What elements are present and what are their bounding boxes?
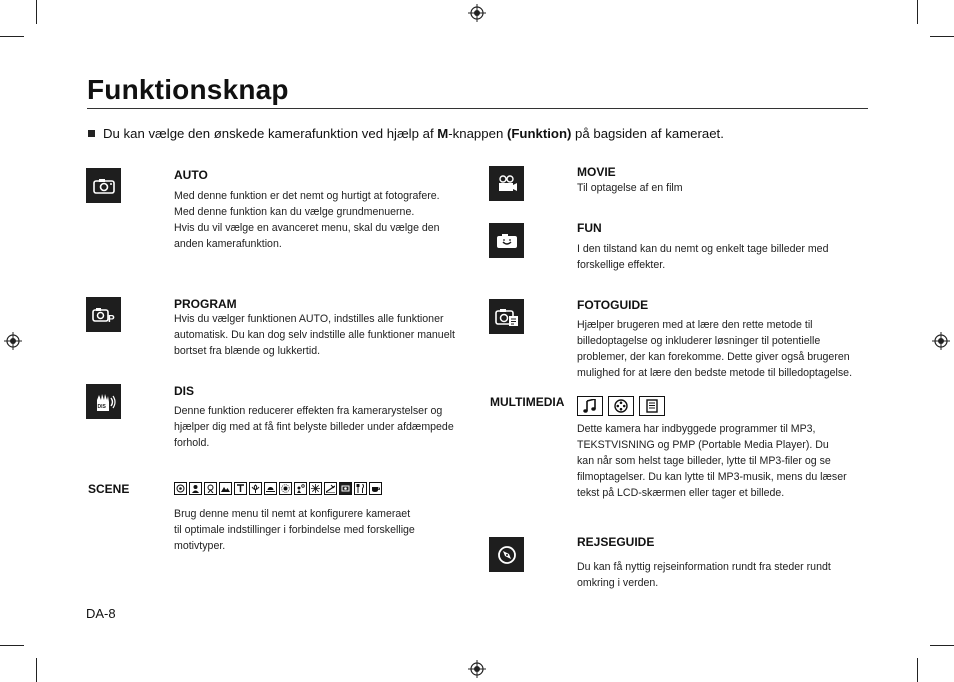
crop-mark <box>930 36 954 37</box>
description-line: bortset fra blænde og lukkertid. <box>174 345 321 357</box>
svg-text:DIS: DIS <box>97 403 106 410</box>
program-title: PROGRAM <box>174 297 237 311</box>
description-line: forhold. <box>174 437 210 449</box>
fun-face-icon <box>489 223 524 258</box>
scene-fireworks-icon <box>309 482 322 495</box>
mp3-music-icon <box>577 396 603 416</box>
registration-mark-icon <box>932 332 950 350</box>
description-line: I den tilstand kan du nemt og enkelt tage billeder med <box>577 243 829 255</box>
intro-part: Du kan vælge den ønskede kamerafunktion ved hjælp af <box>103 126 438 141</box>
scene-label: SCENE <box>88 482 130 496</box>
crop-mark <box>930 645 954 646</box>
description-line: Hjælper brugeren med at lære den rette metode til <box>577 319 813 331</box>
title-divider <box>87 108 868 109</box>
dis-hand-icon <box>86 384 121 419</box>
intro-bold-funktion: (Funktion) <box>506 126 572 141</box>
registration-mark-icon <box>4 332 22 350</box>
scene-self-shot-icon <box>339 482 352 495</box>
camera-p-icon <box>86 297 121 332</box>
crop-mark <box>0 36 24 37</box>
multimedia-icon-row <box>577 396 665 416</box>
multimedia-description <box>577 421 847 501</box>
movie-title: MOVIE <box>577 165 616 179</box>
intro-part: på bagsiden af kameraet. <box>571 126 724 141</box>
description-line: automatisk. Du kan dog selv indstille alle funktioner manuelt <box>174 329 455 341</box>
scene-dawn-icon <box>279 482 292 495</box>
registration-mark-icon <box>468 4 486 22</box>
scene-cafe-icon <box>369 482 382 495</box>
description-line: billedoptagelse og inkluderer løsninger til potentielle <box>577 335 821 347</box>
movie-description <box>577 180 683 196</box>
description-line: Med denne funktion kan du vælge grundmenuerne. <box>174 206 415 218</box>
svg-text:P: P <box>107 313 115 323</box>
scene-description <box>174 506 415 554</box>
scene-beach-snow-icon <box>324 482 337 495</box>
scene-sunset-icon <box>264 482 277 495</box>
compass-icon <box>489 537 524 572</box>
description-line: Brug denne menu til nemt at konfigurere kameraet <box>174 508 411 520</box>
description-line: hjælper dig med at få fint belyste billeder under afdæmpede <box>174 421 454 433</box>
description-line: Du kan få nyttig rejseinformation rundt fra steder rundt <box>577 561 831 573</box>
text-viewer-icon <box>639 396 665 416</box>
bullet-square-icon <box>88 130 95 137</box>
crop-mark <box>917 658 918 682</box>
camera-icon <box>86 168 121 203</box>
scene-text-icon <box>234 482 247 495</box>
fotoguide-title: FOTOGUIDE <box>577 298 649 312</box>
intro-text <box>88 126 724 141</box>
scene-landscape-icon <box>219 482 232 495</box>
crop-mark <box>36 658 37 682</box>
scene-children-icon <box>204 482 217 495</box>
description-line: til optimale indstillinger i forbindelse med forskellige <box>174 524 415 536</box>
scene-portrait-icon <box>189 482 202 495</box>
dis-description <box>174 403 454 451</box>
scene-backlight-icon <box>294 482 307 495</box>
page-number: DA-8 <box>86 606 116 621</box>
description-line: Hvis du vil vælge en avanceret menu, skal du vælge den <box>174 222 440 234</box>
description-line: kan når som helst tage billeder, lytte til MP3-filer og se <box>577 455 831 467</box>
description-line: Til optagelse af en film <box>577 182 683 194</box>
description-line: anden kamerafunktion. <box>174 238 282 250</box>
description-line: tekst på LCD-skærmen eller tager et billede. <box>577 487 785 499</box>
description-line: Dette kamera har indbyggede programmer til MP3, <box>577 423 816 435</box>
multimedia-label: MULTIMEDIA <box>490 395 565 409</box>
rejseguide-description <box>577 559 831 591</box>
crop-mark <box>0 645 24 646</box>
auto-title: AUTO <box>174 168 208 182</box>
dis-title: DIS <box>174 384 195 398</box>
description-line: TEKSTVISNING og PMP (Portable Media Player). Du <box>577 439 829 451</box>
registration-mark-icon <box>468 660 486 678</box>
rejseguide-title: REJSEGUIDE <box>577 535 655 549</box>
description-line: Denne funktion reducerer effekten fra kamerarystelser og <box>174 405 443 417</box>
description-line: problemer, der kan forekomme. Dette giver også brugeren <box>577 351 850 363</box>
description-line: filmoptagelser. Du kan lytte til MP3-musik, mens du læser <box>577 471 847 483</box>
page-title: Funktionsknap <box>87 74 289 105</box>
fun-title: FUN <box>577 221 602 235</box>
description-line: omkring i verden. <box>577 577 659 589</box>
description-line: Hvis du vælger funktionen AUTO, indstilles alle funktioner <box>174 313 444 325</box>
intro-part: -knappen <box>448 126 507 141</box>
auto-description <box>174 188 440 252</box>
intro-bold-m: M <box>437 126 449 141</box>
photo-guide-icon <box>489 299 524 334</box>
description-line: mulighed for at lære den bedste metode til billedoptagelse. <box>577 367 853 379</box>
movie-camera-icon <box>489 166 524 201</box>
scene-night-portrait-icon <box>174 482 187 495</box>
crop-mark <box>36 0 37 24</box>
scene-close-up-icon <box>249 482 262 495</box>
crop-mark <box>917 0 918 24</box>
scene-food-icon <box>354 482 367 495</box>
program-description <box>174 311 455 359</box>
fotoguide-description <box>577 317 852 381</box>
scene-icon-row <box>174 482 382 495</box>
fun-description <box>577 241 828 273</box>
description-line: forskellige effekter. <box>577 259 666 271</box>
description-line: motivtyper. <box>174 540 226 552</box>
pmp-film-reel-icon <box>608 396 634 416</box>
description-line: Med denne funktion er det nemt og hurtigt at fotografere. <box>174 190 440 202</box>
